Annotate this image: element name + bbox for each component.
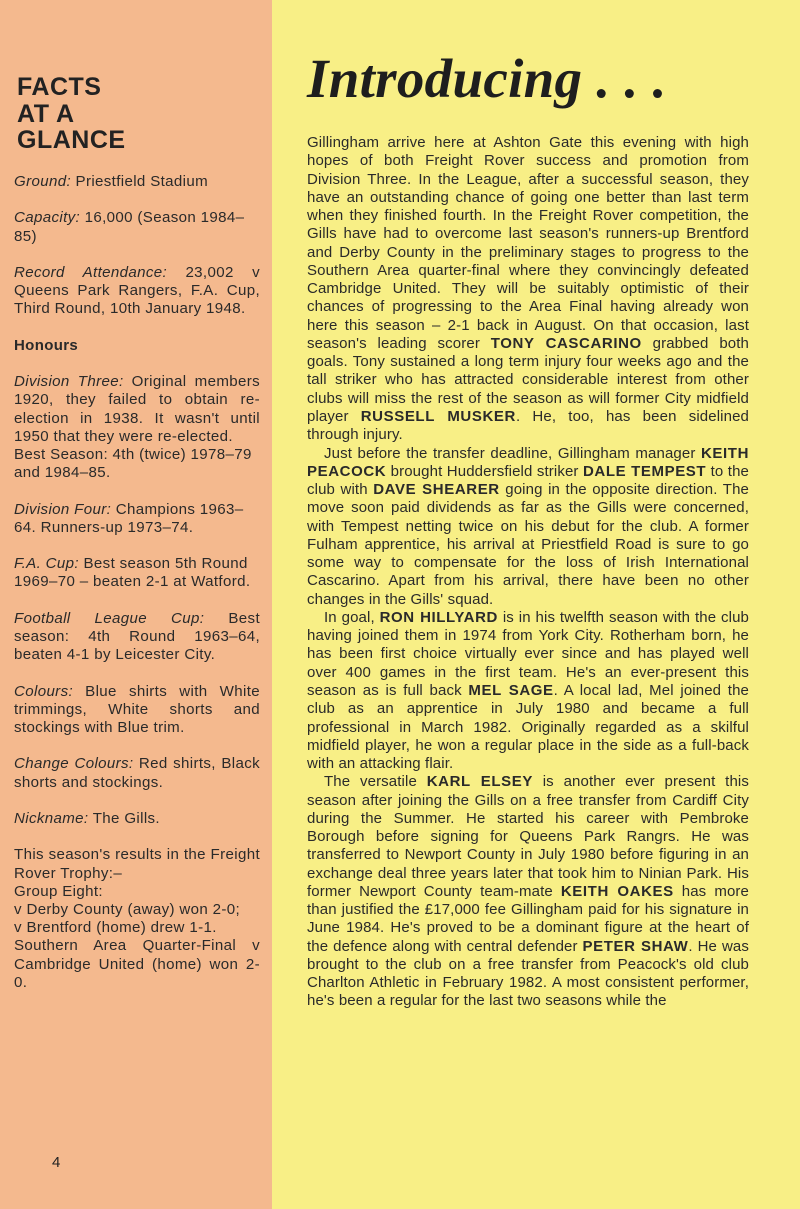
- result-line: v Brentford (home) drew 1-1.: [14, 919, 217, 937]
- facts-list: [14, 173, 260, 992]
- fact-best-season: Best Season: 4th (twice) 1978–79 and 1984–85.: [14, 445, 252, 482]
- player-name: RON HILLYARD: [379, 608, 498, 626]
- player-name: PETER SHAW: [582, 937, 689, 955]
- fact-colours: Colours: Blue shirts with White trimmings, White shorts and stockings with Blue trim.: [14, 682, 260, 736]
- article-paragraph: The versatile KARL ELSEY is another ever present this season after joining the Gills on a free transfer from Cardiff City during the Summer. He started his career with Pembroke Borough before signing for Queens Park Rangrs. He was transferred to Newport County in July 1980 before figuring in an exchange deal three years later that took him to Ninian Park. His former Newport County team-mate KEITH OAKES has more than justified the £17,000 fee Gillingham paid for his signature in June 1984. He's proved to be a dominant figure at the heart of the defence along with central defender PETER SHAW. He was brought to the club on a free transfer from Peacock's old club Charlton Athletic in February 1982. A most consistent performer, he's been a regular for the last two seasons while the: [307, 773, 750, 1010]
- player-name: DALE TEMPEST: [582, 462, 707, 480]
- result-line: v Derby County (away) won 2-0;: [14, 900, 241, 918]
- result-line: Group Eight:: [14, 882, 103, 900]
- article-body: [307, 134, 749, 1011]
- page-number: 4: [52, 1154, 61, 1171]
- fact-division-three: Division Three: Original members 1920, they failed to obtain re-election in 1938. It wasn't until 1950 that they were re-elected.: [14, 373, 260, 445]
- fact-change-colours: Change Colours: Red shirts, Black shorts and stockings.: [14, 755, 260, 791]
- facts-title-line: FACTS: [17, 73, 102, 101]
- honours-heading: Honours: [14, 336, 79, 354]
- article-headline: Introducing . . .: [307, 48, 667, 109]
- fact-results-intro: This season's results in the Freight Rover Trophy:–: [14, 846, 260, 882]
- player-name: KEITH OAKES: [560, 882, 674, 900]
- player-name: KARL ELSEY: [426, 773, 533, 791]
- article-paragraph: In goal, RON HILLYARD is in his twelfth season with the club having joined them in 1974 from York City. Rotherham born, he has been first choice virtually ever since and has played well over 400 games in the first team. He's an ever-present this season as is full back MEL SAGE. A local lad, Mel joined the club as an apprentice in July 1980 and became a full professional in March 1982. Originally regarded as a skilful midfield player, he won a regular place in the side as a full-back with an attacking flair.: [307, 608, 750, 773]
- fact-division-four: Division Four: Champions 1963–64. Runners-up 1973–74.: [14, 500, 244, 536]
- fact-ground: Ground: Priestfield Stadium: [14, 173, 209, 190]
- facts-title-line: AT A: [17, 99, 75, 128]
- player-name: DAVE SHEARER: [373, 481, 500, 499]
- article-paragraph: Gillingham arrive here at Ashton Gate this evening with high hopes of both Freight Rover success and promotion from Division Three. In the League, after a successful season, they have an outstanding chance of going one better than last term when they finished fourth. In the Freight Rover competition, the Gills have had to overcome last season's runners-up Brentford and Derby County in the preliminary stages to progress to the Southern Area quarter-final where they convincingly defeated Cambridge United. They will be suitably optimistic of their chances of progressing to the Area Final having already won here this season – 2-1 back in August. On that occasion, last season's leading scorer TONY CASCARINO grabbed both goals. Tony sustained a long term injury four weeks ago and the tall striker who has attracted considerable interest from other clubs will miss the rest of the season as will former City midfield player RUSSELL MUSKER. He, too, has been sidelined through injury.: [307, 134, 750, 444]
- fact-nickname: Nickname: The Gills.: [14, 809, 160, 827]
- fact-league-cup: Football League Cup: Best season: 4th Round 1963–64, beaten 4-1 by Leicester City.: [14, 609, 260, 664]
- fact-fa-cup: F.A. Cup: Best season 5th Round 1969–70 – beaten 2-1 at Watford.: [14, 555, 251, 591]
- facts-title: [17, 74, 257, 154]
- result-line: Southern Area Quarter-Final v Cambridge United (home) won 2-0.: [14, 937, 260, 991]
- fact-results: [14, 883, 260, 992]
- article-paragraph: Just before the transfer deadline, Gillingham manager KEITH PEACOCK brought Huddersfield striker DALE TEMPEST to the club with DAVE SHEARER going in the opposite direction. The move soon paid dividends as far as the Gills were concerned, with Tempest netting twice on his debut for the club. A former Fulham apprentice, his arrival at Priestfield Road is sure to go some way to compensate for the loss of Irish International Cascarino. Apart from his arrival, there have been no other changes in the Gills' squad.: [307, 444, 749, 608]
- player-name: RUSSELL MUSKER: [360, 407, 516, 425]
- player-name: KEITH PEACOCK: [307, 444, 749, 480]
- facts-title-line: GLANCE: [17, 126, 126, 154]
- player-name: MEL SAGE: [468, 681, 554, 699]
- player-name: TONY CASCARINO: [490, 334, 642, 352]
- fact-record-attendance: Record Attendance: 23,002 v Queens Park Rangers, F.A. Cup, Third Round, 10th January 1948.: [14, 263, 261, 318]
- facts-sidebar: [0, 0, 272, 1209]
- fact-capacity: Capacity: 16,000 (Season 1984–85): [14, 209, 245, 245]
